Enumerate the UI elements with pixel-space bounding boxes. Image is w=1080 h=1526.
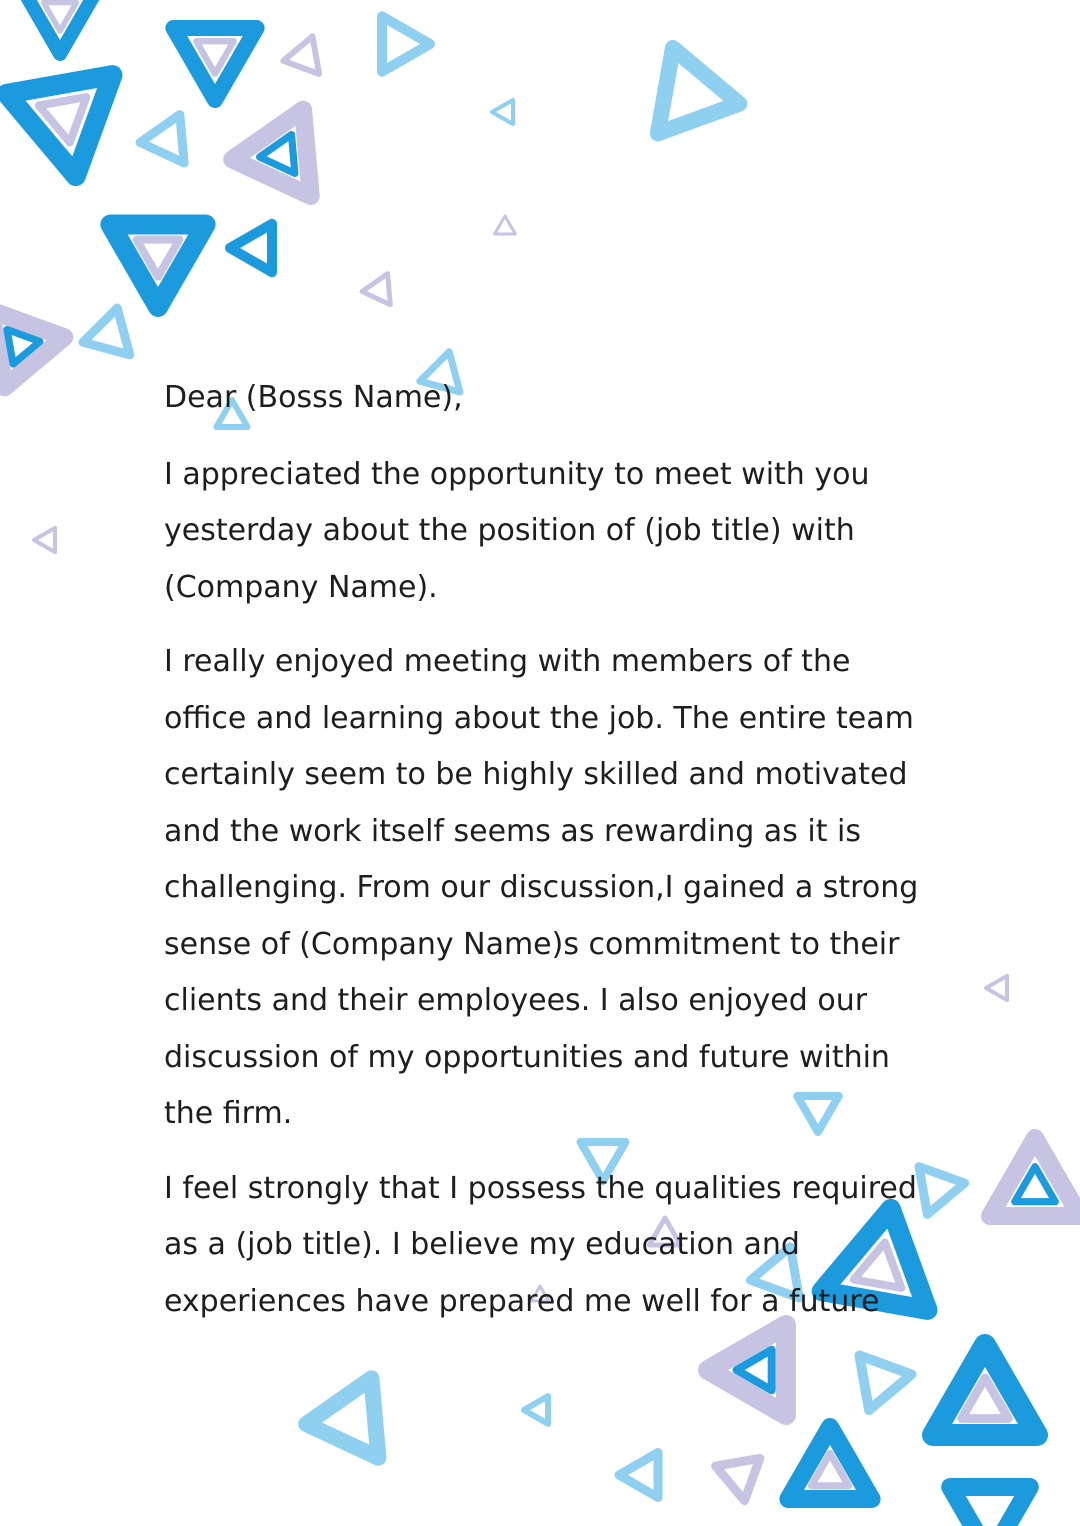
letter-line: challenging. From our discussion,I gained a strong [164,870,919,905]
triangle-icon [986,976,1007,1000]
letter-line: I appreciated the opportunity to meet with you [164,456,870,492]
letter-line: clients and their employees. I also enjoyed our [164,983,868,1018]
letter-body [164,370,924,1348]
letter-line: (Company Name). [164,569,438,605]
triangle-icon [524,1396,548,1424]
triangle-icon [619,1453,658,1498]
triangle-icon [230,224,272,272]
letter-line: experiences have prepared me well for a future [164,1283,880,1319]
triangle-icon [362,274,390,305]
triangle-icon [140,115,184,163]
paragraph-1 [164,447,924,617]
triangle-icon [34,528,55,552]
triangle-icon [658,48,739,133]
letter-line: as a (job title). I believe my education and [164,1227,800,1262]
triangle-icon [859,1356,911,1411]
triangle-icon [919,1167,965,1215]
triangle-icon [283,36,319,74]
paragraph-3 [164,1161,924,1331]
letter-line: and the work itself seems as rewarding as it is [164,813,861,849]
letter-line: discussion of my opportunities and future within [164,1039,890,1075]
letter-line: yesterday about the position of (job title) with [164,513,855,548]
triangle-icon [382,16,430,71]
letter-line: I really enjoyed meeting with members of the [164,644,851,679]
triangle-icon [495,216,516,234]
salutation: Dear (Bosss Name), [164,380,463,415]
letter-line: sense of (Company Name)s commitment to their [164,926,900,962]
letter-line: I feel strongly that I possess the qualities required [164,1170,917,1206]
triangle-icon [83,308,130,355]
triangle-icon [950,1487,1030,1526]
triangle-icon [492,100,513,124]
paragraph-2 [164,634,924,1143]
letter-line: office and learning about the job. The entire team [164,700,914,736]
triangle-icon [716,1458,760,1500]
triangle-icon [306,1378,378,1457]
letter-line: certainly seem to be highly skilled and motivated [164,757,908,792]
letter-line: the firm. [164,1096,293,1131]
